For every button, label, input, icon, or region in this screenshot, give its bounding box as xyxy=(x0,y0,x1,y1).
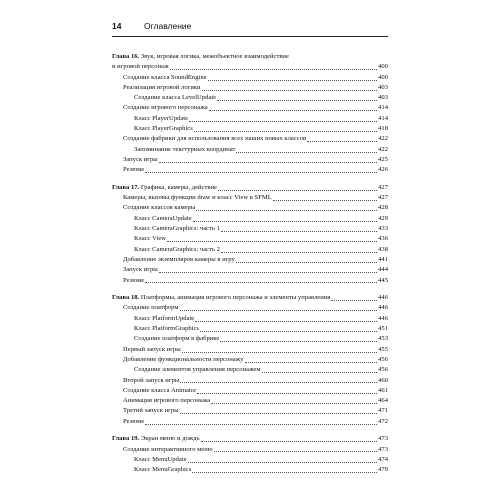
entry-page-number: 464 xyxy=(378,397,388,405)
chapter-block xyxy=(112,52,388,176)
entry-page-number: 441 xyxy=(378,255,388,263)
toc-section xyxy=(112,345,388,355)
entry-page-number: 456 xyxy=(378,366,388,374)
toc-subsection xyxy=(112,114,388,124)
dot-leader xyxy=(221,252,377,253)
entry-page-number: 425 xyxy=(378,155,388,163)
dot-leader xyxy=(182,352,377,353)
dot-leader xyxy=(221,231,377,232)
toc-subsection xyxy=(112,465,388,475)
chapter-heading xyxy=(112,183,388,193)
chapter-heading xyxy=(112,293,388,303)
entry-page-number: 403 xyxy=(378,83,388,91)
entry-title: Создание классов камеры xyxy=(123,204,196,212)
entry-title: Класс PlatformUpdate xyxy=(134,314,195,322)
dot-leader xyxy=(145,172,377,173)
toc-section xyxy=(112,303,388,313)
toc-section xyxy=(112,155,388,165)
toc-subsection xyxy=(112,214,388,224)
entry-page-number: 422 xyxy=(378,135,388,143)
toc-section xyxy=(112,165,388,175)
toc-section xyxy=(112,417,388,427)
entry-title: Запоминание текстурных координат xyxy=(134,145,236,153)
toc-subsection xyxy=(112,234,388,244)
toc-section xyxy=(112,203,388,213)
dot-leader xyxy=(195,321,377,322)
chapter-title: Экран меню и дождь xyxy=(140,435,200,443)
dot-leader xyxy=(217,100,377,101)
chapter-label: Глава 19. xyxy=(112,435,140,443)
toc-subsection xyxy=(112,365,388,375)
dot-leader xyxy=(180,310,378,311)
entry-page-number: 426 xyxy=(378,166,388,174)
toc-subsection xyxy=(112,324,388,334)
dot-leader xyxy=(201,441,378,442)
toc-section xyxy=(112,396,388,406)
dot-leader xyxy=(273,200,377,201)
entry-page-number: 460 xyxy=(378,376,388,384)
entry-title: Запуск игры xyxy=(123,155,158,163)
dot-leader xyxy=(209,110,377,111)
toc-subsection xyxy=(112,334,388,344)
entry-title: Создание платформ xyxy=(123,304,179,312)
entry-title: Создание платформ в фабрике xyxy=(134,335,220,343)
chapter-label: Глава 18. xyxy=(112,294,140,302)
entry-page-number: 433 xyxy=(378,225,388,233)
entry-page-number: 414 xyxy=(378,114,388,122)
entry-page-number: 453 xyxy=(378,335,388,343)
toc-subsection xyxy=(112,314,388,324)
entry-page-number: 438 xyxy=(378,245,388,253)
entry-title: Запуск игры xyxy=(123,266,158,274)
entry-page-number: 472 xyxy=(378,417,388,425)
entry-title: Добавление экземпляров камеры в игру xyxy=(123,255,235,263)
entry-title: Камеры, вызовы функции draw и класс View в SFML xyxy=(123,194,272,202)
entry-page-number: 461 xyxy=(378,386,388,394)
toc-section xyxy=(112,376,388,386)
dot-leader xyxy=(218,190,377,191)
header-rule xyxy=(112,36,388,37)
toc-section xyxy=(112,276,388,286)
dot-leader xyxy=(208,80,378,81)
entry-page-number: 451 xyxy=(378,325,388,333)
chapter-heading-line xyxy=(112,62,388,72)
entry-title: Класс CameraGraphics: часть 2 xyxy=(134,245,220,253)
dot-leader xyxy=(202,90,378,91)
entry-page-number: 429 xyxy=(378,214,388,222)
entry-title: Класс CameraGraphics: часть 1 xyxy=(134,225,220,233)
dot-leader xyxy=(180,382,377,383)
chapter-title: Звук, игровая логика, межобъектное взаимодействие xyxy=(140,53,289,60)
dot-leader xyxy=(236,262,377,263)
entry-title: Класс MenuUpdate xyxy=(134,455,187,463)
entry-page-number: 427 xyxy=(378,183,388,191)
entry-page-number: 446 xyxy=(378,314,388,322)
toc-section xyxy=(112,83,388,93)
chapter-title: Платформы, анимация игрового персонажа и элементы управления xyxy=(140,294,331,302)
entry-page-number: 456 xyxy=(378,355,388,363)
entry-title: Реализация игровой логики xyxy=(123,83,201,91)
toc-section xyxy=(112,103,388,113)
entry-title: Класс CameraUpdate xyxy=(134,214,192,222)
dot-leader xyxy=(167,241,377,242)
toc-subsection xyxy=(112,124,388,134)
entry-page-number: 473 xyxy=(378,445,388,453)
entry-page-number: 428 xyxy=(378,204,388,212)
chapter-block xyxy=(112,434,388,475)
entry-title: Третий запуск игры xyxy=(123,407,179,415)
toc-subsection xyxy=(112,93,388,103)
entry-title: Класс PlatformGraphics xyxy=(134,325,199,333)
chapter-heading xyxy=(112,52,388,62)
entry-title: Класс PlayerUpdate xyxy=(134,114,189,122)
dot-leader xyxy=(220,341,377,342)
entry-title: Класс View xyxy=(134,235,167,243)
chapter-block xyxy=(112,293,388,427)
toc-section xyxy=(112,445,388,455)
entry-page-number: 471 xyxy=(378,407,388,415)
dot-leader xyxy=(188,462,378,463)
entry-page-number: 446 xyxy=(378,294,388,302)
entry-title: Класс PlayerGraphics xyxy=(134,125,193,133)
toc-subsection xyxy=(112,245,388,255)
entry-page-number: 445 xyxy=(378,276,388,284)
entry-page-number: 422 xyxy=(378,145,388,153)
chapter-block xyxy=(112,183,388,286)
entry-title: Создание элементов управления персонажем xyxy=(134,366,261,374)
entry-page-number: 400 xyxy=(378,73,388,81)
entry-title: Первый запуск игры xyxy=(123,345,181,353)
entry-title: Создание класса Animator xyxy=(123,386,197,394)
toc-section xyxy=(112,386,388,396)
entry-title: Создание фабрики для использования всех наших новых классов xyxy=(123,135,307,143)
toc-section xyxy=(112,265,388,275)
entry-page-number: 474 xyxy=(378,455,388,463)
dot-leader xyxy=(170,69,378,70)
entry-title: Добавление функциональности персонажу xyxy=(123,355,244,363)
toc-section xyxy=(112,73,388,83)
dot-leader xyxy=(245,362,378,363)
toc-subsection xyxy=(112,145,388,155)
dot-leader xyxy=(159,272,377,273)
entry-title: Создание интерактивного меню xyxy=(123,445,213,453)
table-of-contents xyxy=(112,52,388,483)
entry-title: Создание класса SoundEngine xyxy=(123,73,207,81)
entry-page-number: 414 xyxy=(378,104,388,112)
entry-title: Создание класса LevelUpdate xyxy=(134,94,217,102)
running-header xyxy=(112,21,388,31)
page-number: 14 xyxy=(112,21,122,31)
entry-page-number: 436 xyxy=(378,235,388,243)
toc-section xyxy=(112,193,388,203)
dot-leader xyxy=(192,472,377,473)
chapter-heading xyxy=(112,434,388,444)
entry-page-number: 444 xyxy=(378,266,388,274)
toc-section xyxy=(112,255,388,265)
chapter-label: Глава 17. xyxy=(112,183,140,191)
dot-leader xyxy=(194,131,377,132)
toc-subsection xyxy=(112,224,388,234)
entry-page-number: 400 xyxy=(378,63,388,71)
entry-page-number: 403 xyxy=(378,94,388,102)
toc-subsection xyxy=(112,455,388,465)
dot-leader xyxy=(159,162,377,163)
entry-title: Анимация игрового персонажа xyxy=(123,397,211,405)
dot-leader xyxy=(196,210,377,211)
toc-section xyxy=(112,134,388,144)
dot-leader xyxy=(236,152,377,153)
dot-leader xyxy=(189,121,377,122)
entry-title: Резюме xyxy=(123,417,145,425)
entry-title: Создание игрового персонажа xyxy=(123,104,208,112)
entry-page-number: 427 xyxy=(378,194,388,202)
dot-leader xyxy=(331,300,377,301)
running-title: Оглавление xyxy=(144,21,192,31)
toc-section xyxy=(112,406,388,416)
dot-leader xyxy=(214,451,377,452)
toc-section xyxy=(112,355,388,365)
entry-title: Второй запуск игры xyxy=(123,376,180,384)
chapter-title: Графика, камеры, действие xyxy=(140,183,217,191)
entry-page-number: 479 xyxy=(378,466,388,474)
entry-page-number: 455 xyxy=(378,345,388,353)
entry-title: Резюме xyxy=(123,166,145,174)
dot-leader xyxy=(262,372,378,373)
dot-leader xyxy=(145,282,377,283)
entry-page-number: 446 xyxy=(378,304,388,312)
chapter-label: Глава 16. xyxy=(112,53,140,60)
dot-leader xyxy=(200,331,377,332)
dot-leader xyxy=(193,221,377,222)
dot-leader xyxy=(145,424,377,425)
entry-title: Класс MenuGraphics xyxy=(134,466,192,474)
dot-leader xyxy=(180,413,378,414)
chapter-title: и игровой персонаж xyxy=(112,63,169,71)
dot-leader xyxy=(307,141,377,142)
dot-leader xyxy=(197,393,377,394)
entry-page-number: 418 xyxy=(378,125,388,133)
entry-title: Резюме xyxy=(123,276,145,284)
entry-page-number: 473 xyxy=(378,435,388,443)
dot-leader xyxy=(211,403,377,404)
